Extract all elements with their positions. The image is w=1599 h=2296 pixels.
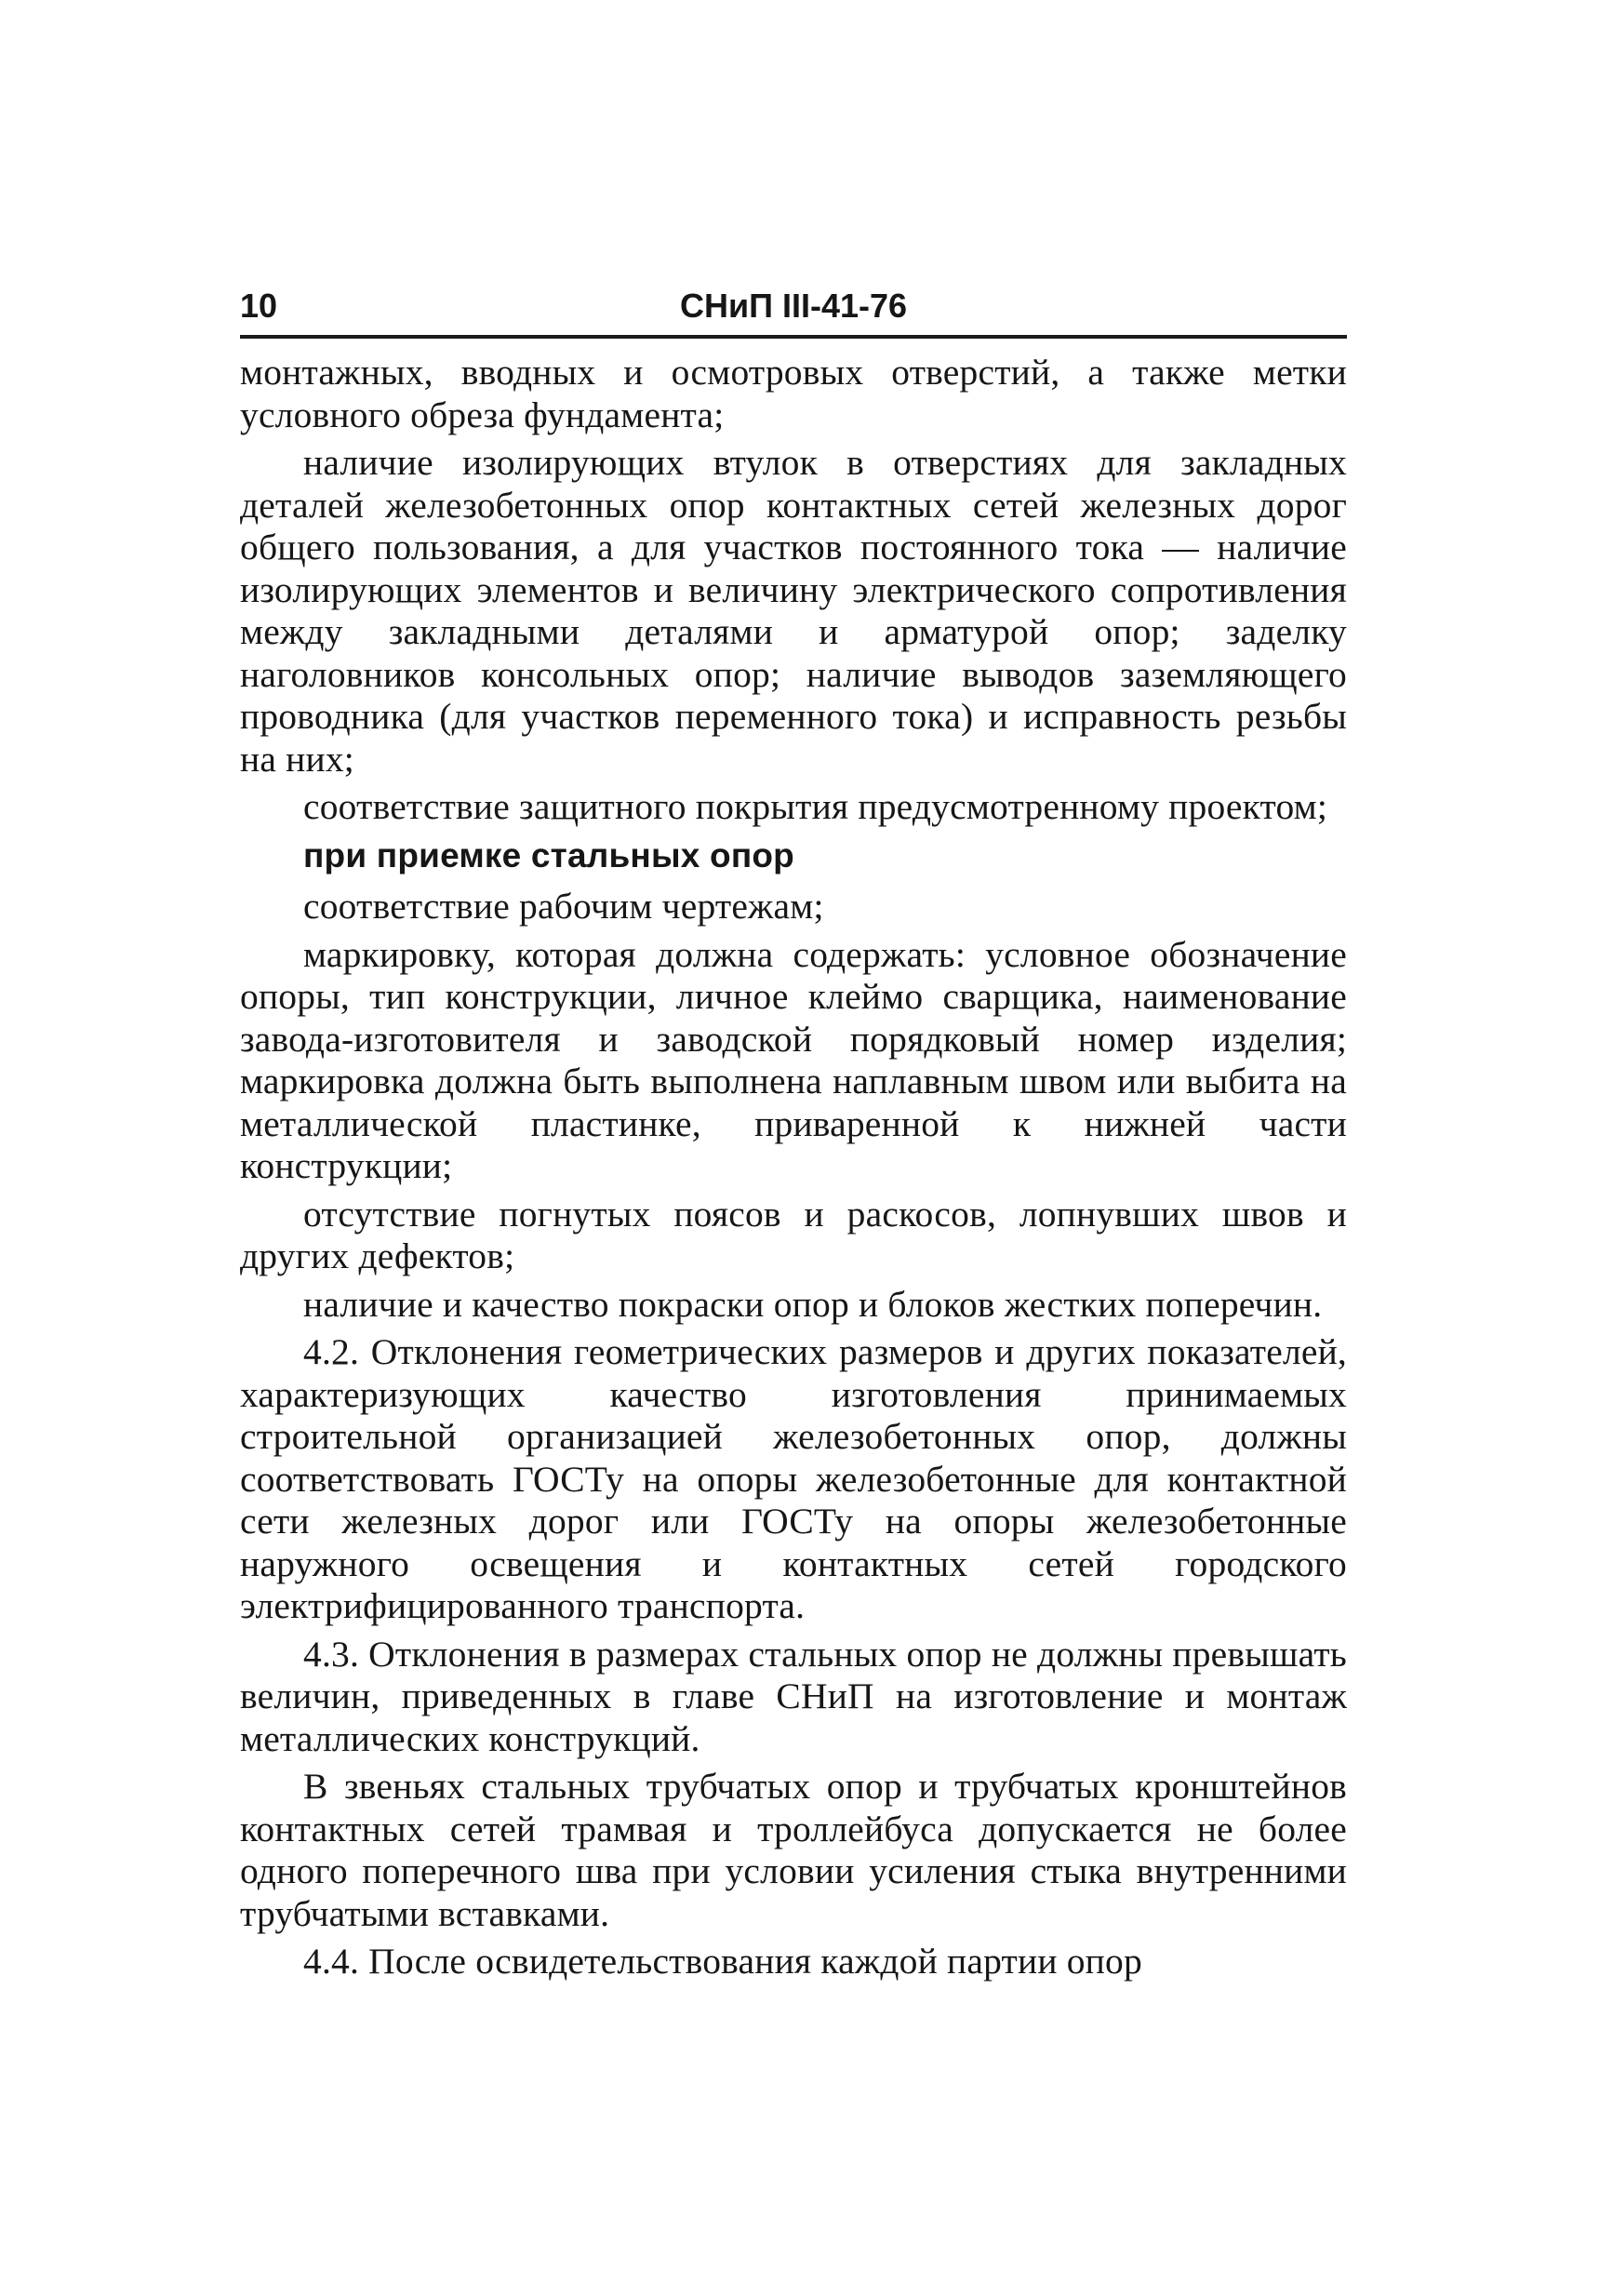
paragraph: наличие изолирующих втулок в отверстиях для закладных деталей железобетонных опор контактных сетей железных дорог общего пользования, а для участков постоянного тока — наличие изолирующих элементов и величину электрического сопротивления между закладными деталями и арматурой опор; заделку наголовников консольных опор; наличие выводов заземляющего проводника (для участков переменного тока) и исправность резьбы на них; bbox=[240, 442, 1347, 780]
page-number: 10 bbox=[240, 287, 278, 325]
paragraph: отсутствие погнутых поясов и раскосов, лопнувших швов и других дефектов; bbox=[240, 1193, 1347, 1276]
clause-4-2: 4.2. Отклонения геометрических размеров и других показателей, характеризующих качество изготовления принимаемых строительной организацией железобетонных опор, должны соответствовать ГОСТу на опоры железобетонные для контактной сети железных дорог или ГОСТу на опоры железобетонные наружного освещения и контактных сетей городского электрифицированного транспорта. bbox=[240, 1331, 1347, 1626]
page-header bbox=[240, 279, 1347, 327]
header-rule bbox=[240, 335, 1347, 339]
paragraph: В звеньях стальных трубчатых опор и трубчатых кронштейнов контактных сетей трамвая и троллейбуса допускается не более одного поперечного шва при условии усиления стыка внутренними трубчатыми вставками. bbox=[240, 1766, 1347, 1934]
document-body bbox=[240, 352, 1347, 1983]
document-code: СНиП III-41-76 bbox=[679, 287, 908, 325]
clause-4-3: 4.3. Отклонения в размерах стальных опор не должны превышать величин, приведенных в главе СНиП на изготовление и монтаж металлических конструкций. bbox=[240, 1633, 1347, 1759]
paragraph: наличие и качество покраски опор и блоков жестких поперечин. bbox=[303, 1283, 1323, 1325]
document-page bbox=[240, 279, 1347, 1989]
paragraph: соответствие рабочим чертежам; bbox=[303, 886, 824, 927]
section-heading: при приемке стальных опор bbox=[303, 835, 794, 874]
paragraph-continuation: монтажных, вводных и осмотровых отверстий, а также метки условного обреза фундамента; bbox=[240, 352, 1347, 435]
paragraph: соответствие защитного покрытия предусмотренному проектом; bbox=[303, 786, 1328, 827]
clause-4-4: 4.4. После освидетельствования каждой партии опор bbox=[303, 1941, 1142, 1982]
paragraph: маркировку, которая должна содержать: условное обозначение опоры, тип конструкции, личное клеймо сварщика, наименование завода-изготовителя и заводской порядковый номер изделия; маркировка должна быть выполнена наплавным швом или выбита на металлической пластинке, приваренной к нижней части конструкции; bbox=[240, 933, 1347, 1186]
